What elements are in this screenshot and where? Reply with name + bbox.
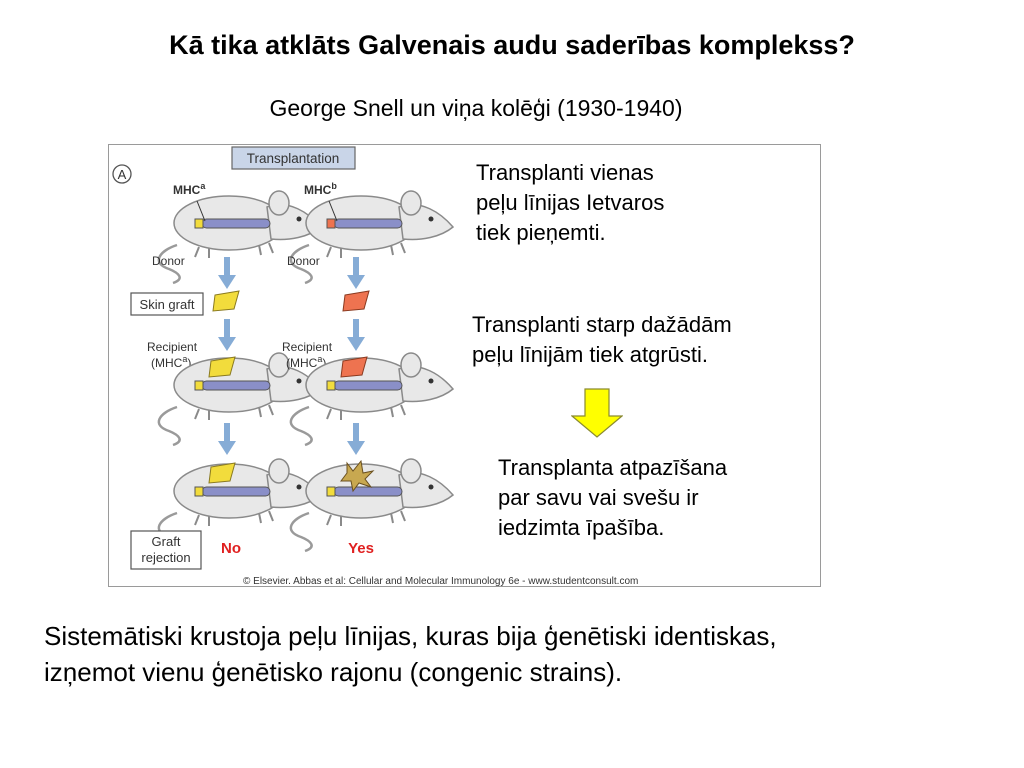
- note-accepted-line1: Transplanti vienas: [476, 160, 654, 185]
- recipient-label-right: Recipient: [282, 340, 333, 354]
- right-mhc-label: MHC$^b$: [304, 181, 337, 197]
- chromosome-recipient-left: [202, 381, 270, 390]
- result-no: No: [221, 540, 241, 557]
- result-yes: Yes: [348, 540, 374, 557]
- result-mouse-right: [291, 459, 453, 551]
- note-conclusion: [498, 453, 808, 543]
- mhc-a-locus: [195, 219, 203, 228]
- note-accepted-line2: peļu līnijas Ietvaros: [476, 189, 665, 215]
- figure-copyright: © Elsevier. Abbas et al: Cellular and Molecular Immunology 6e - www.studentconsult.com: [243, 576, 639, 587]
- note-conclusion-line1: Transplanta atpazīšana: [498, 455, 728, 480]
- skin-graft-label: Skin graft: [139, 297, 195, 312]
- arrow-left-3: [218, 423, 236, 455]
- note-conclusion-line2: par savu vai svešu ir: [498, 484, 699, 510]
- down-arrow-icon: [571, 388, 623, 438]
- bottom-text-line2: izņemot vienu ģenētisko rajonu (congenic strains).: [44, 657, 623, 688]
- donor-label-left: Donor: [152, 254, 185, 268]
- bottom-text-line1: Sistemātiski krustoja peļu līnijas, kuras bija ģenētiski identiskas,: [44, 621, 777, 651]
- donor-label-right: Donor: [287, 254, 320, 268]
- panel-letter: A: [117, 167, 127, 182]
- slide-subtitle: George Snell un viņa kolēģi (1930-1940): [269, 95, 683, 121]
- graft-rejection-line2: rejection: [141, 550, 191, 565]
- note-conclusion-line3: iedzimta īpašība.: [498, 514, 665, 540]
- note-rejected: [472, 310, 812, 370]
- chromosome-recipient-right: [334, 381, 402, 390]
- chromosome-b: [334, 219, 402, 228]
- mhc-recipient-right-locus: [327, 381, 335, 390]
- donor-mouse-a: [159, 191, 321, 283]
- chromosome-result-left: [202, 487, 270, 496]
- slide-title: Kā tika atklāts Galvenais audu saderības komplekss?: [169, 30, 855, 60]
- arrow-right-3: [347, 423, 365, 455]
- arrow-left-1: [218, 257, 236, 289]
- bottom-text: [44, 618, 1019, 691]
- arrow-right-1: [347, 257, 365, 289]
- graft-b: [343, 291, 369, 311]
- note-rejected-line1: Transplanti starp dažādām: [472, 312, 732, 337]
- arrow-right-2: [347, 319, 365, 351]
- graft-rejection-line1: Graft: [151, 534, 181, 549]
- mhc-b-locus: [327, 219, 335, 228]
- recipient-mhc-right: (MHC$^a$): [286, 354, 327, 370]
- chromosome-a: [202, 219, 270, 228]
- header-label: Transplantation: [246, 151, 340, 166]
- left-mhc-label: MHC$^a$: [173, 181, 206, 197]
- graft-a: [213, 291, 239, 311]
- donor-mouse-b: [291, 191, 453, 283]
- mhc-result-right-locus: [327, 487, 335, 496]
- mhc-recipient-left-locus: [195, 381, 203, 390]
- mhc-result-left-locus: [195, 487, 203, 496]
- chromosome-result-right: [334, 487, 402, 496]
- note-accepted-line3: tiek pieņemti.: [476, 219, 606, 245]
- note-rejected-line2: peļu līnijām tiek atgrūsti.: [472, 341, 708, 367]
- recipient-label-left: Recipient: [147, 340, 198, 354]
- arrow-left-2: [218, 319, 236, 351]
- note-accepted: [476, 158, 746, 248]
- recipient-mhc-left: (MHC$^a$): [151, 354, 192, 370]
